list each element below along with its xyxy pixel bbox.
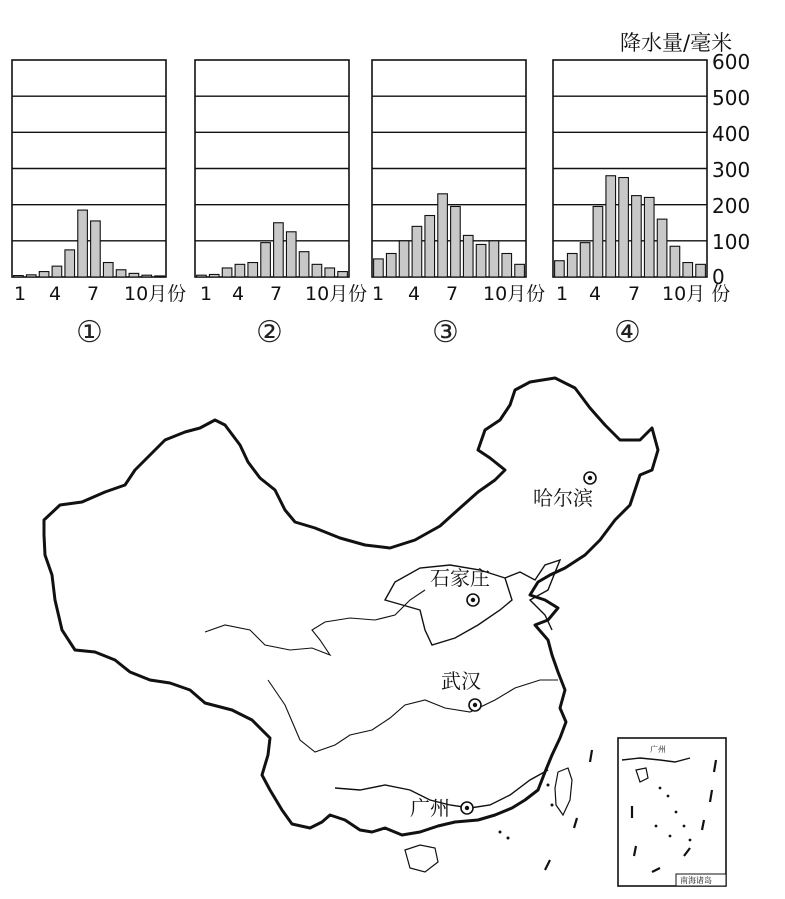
chart-1-bar-month-12 <box>155 276 165 277</box>
chart-4-bar-month-11 <box>683 263 693 277</box>
chart-3-xtick-1: 1 <box>372 283 385 305</box>
inset-island <box>675 811 678 814</box>
island-dot <box>547 784 550 787</box>
chart-2-bar-month-4 <box>235 264 245 277</box>
china-outline <box>44 378 658 835</box>
chart-3-xtick-10: 10月份 <box>483 283 546 305</box>
chart-2-bar-month-8 <box>286 232 296 277</box>
chart-4-bar-month-6 <box>619 178 629 277</box>
chart-2-bar-month-7 <box>274 223 284 277</box>
ytick-0: 0 <box>712 265 725 289</box>
island-dot <box>499 831 502 834</box>
y-axis-unit-label: 降水量/毫米 <box>620 31 733 55</box>
inset-island <box>659 787 662 790</box>
ytick-400: 400 <box>712 122 751 146</box>
chart-3-bar-month-10 <box>489 241 499 277</box>
chart-1-bar-month-8 <box>103 263 113 277</box>
chart-4-xtick-4: 4 <box>589 283 602 305</box>
chart-2-bar-month-9 <box>299 252 309 277</box>
chart-3-bar-month-2 <box>386 253 396 277</box>
island-dot <box>507 837 510 840</box>
chart-4-bar-month-12 <box>696 264 706 277</box>
chart-2-xtick-1: 1 <box>200 283 213 305</box>
chart-3-bar-month-6 <box>438 194 448 277</box>
chart-2-bar-month-5 <box>248 263 258 277</box>
chart-3-bar-month-4 <box>412 226 422 277</box>
chart-2-label: ② <box>256 315 283 350</box>
chart-2-bar-month-3 <box>222 268 232 277</box>
inset-title: 南海诸岛 <box>680 876 712 885</box>
chart-3-bar-month-9 <box>476 244 486 277</box>
ytick-200: 200 <box>712 194 751 218</box>
china-map <box>44 378 726 886</box>
chart-2-xtick-10: 10月份 <box>305 283 368 305</box>
inset-island <box>669 835 672 838</box>
chart-1 <box>12 60 186 350</box>
chart-1-xtick-1: 1 <box>14 283 27 305</box>
sea-boundary-dash <box>545 860 550 870</box>
sea-boundary-dash <box>574 818 577 828</box>
chart-4-label: ④ <box>614 315 641 350</box>
hainan-island <box>405 845 438 872</box>
chart-2-xtick-4: 4 <box>232 283 245 305</box>
chart-3-xtick-7: 7 <box>446 283 459 305</box>
inset-island <box>655 825 658 828</box>
chart-3-bar-month-5 <box>425 216 435 277</box>
chart-1-bar-month-4 <box>52 266 62 277</box>
inset-island <box>667 795 670 798</box>
city-guangzhou-label: 广州 <box>410 796 450 820</box>
chart-1-xtick-7: 7 <box>87 283 100 305</box>
taiwan-island <box>555 768 572 815</box>
chart-2-bar-month-1 <box>197 275 207 277</box>
chart-2-bar-month-11 <box>325 268 335 277</box>
chart-3 <box>372 60 545 350</box>
chart-2-bar-month-10 <box>312 264 322 277</box>
city-wuhan-label: 武汉 <box>441 669 481 693</box>
chart-1-gridlines <box>12 96 166 241</box>
south-china-sea-inset <box>618 738 726 886</box>
chart-4-bar-month-9 <box>657 219 667 277</box>
ytick-300: 300 <box>712 158 751 182</box>
chart-2-bar-month-12 <box>338 272 348 277</box>
inset-frame <box>618 738 726 886</box>
chart-1-bar-month-2 <box>26 275 36 277</box>
ytick-100: 100 <box>712 230 751 254</box>
chart-4-bar-month-1 <box>555 261 565 277</box>
chart-4-bar-month-2 <box>567 253 577 277</box>
chart-3-bar-month-12 <box>515 264 525 277</box>
chart-3-bar-month-3 <box>399 241 409 277</box>
chart-2-bars <box>197 223 348 277</box>
chart-1-label: ① <box>76 315 103 350</box>
inset-top-label: 广州 <box>650 745 666 754</box>
chart-2 <box>195 60 367 350</box>
chart-4-xtick-10: 10月 份 <box>662 283 731 305</box>
chart-1-bars <box>14 210 165 277</box>
ytick-600: 600 <box>712 50 751 74</box>
island-dot <box>551 804 554 807</box>
chart-2-gridlines <box>195 96 349 241</box>
city-harbin-label: 哈尔滨 <box>533 486 593 510</box>
chart-4-bars <box>555 176 706 277</box>
chart-2-bar-month-2 <box>209 274 219 277</box>
chart-1-bar-month-5 <box>65 250 75 277</box>
chart-3-bars <box>374 194 525 277</box>
chart-4 <box>553 60 730 350</box>
chart-1-bar-month-1 <box>14 276 24 277</box>
chart-1-bar-month-7 <box>91 221 101 277</box>
chart-3-bar-month-1 <box>374 259 384 277</box>
chart-1-bar-month-3 <box>39 272 49 277</box>
chart-2-xtick-7: 7 <box>270 283 283 305</box>
chart-3-bar-month-7 <box>451 206 461 277</box>
chart-4-bar-month-3 <box>580 243 590 277</box>
chart-4-bar-month-10 <box>670 246 680 277</box>
chart-3-xtick-4: 4 <box>408 283 421 305</box>
chart-4-bar-month-7 <box>632 196 642 277</box>
chart-3-label: ③ <box>432 315 459 350</box>
chart-4-bar-month-5 <box>606 176 616 277</box>
chart-3-bar-month-8 <box>463 235 473 277</box>
chart-1-bar-month-9 <box>116 270 126 277</box>
chart-1-bar-month-11 <box>142 275 152 277</box>
chart-1-bar-month-6 <box>78 210 88 277</box>
inset-island <box>683 825 686 828</box>
chart-4-xtick-1: 1 <box>556 283 569 305</box>
inset-island <box>689 839 692 842</box>
chart-2-bar-month-6 <box>261 243 271 277</box>
chart-3-gridlines <box>372 96 526 241</box>
chart-4-gridlines <box>553 96 707 241</box>
chart-3-bar-month-11 <box>502 253 512 277</box>
chart-4-bar-month-8 <box>644 197 654 277</box>
city-shijiazhuang-label: 石家庄 <box>430 566 490 590</box>
sea-boundary-dash <box>590 750 592 762</box>
ytick-500: 500 <box>712 86 751 110</box>
chart-1-xtick-10: 10月份 <box>124 283 187 305</box>
chart-1-bar-month-10 <box>129 273 139 277</box>
y-axis <box>712 50 750 289</box>
chart-4-bar-month-4 <box>593 206 603 277</box>
chart-4-xtick-7: 7 <box>628 283 641 305</box>
chart-1-xtick-4: 4 <box>49 283 62 305</box>
